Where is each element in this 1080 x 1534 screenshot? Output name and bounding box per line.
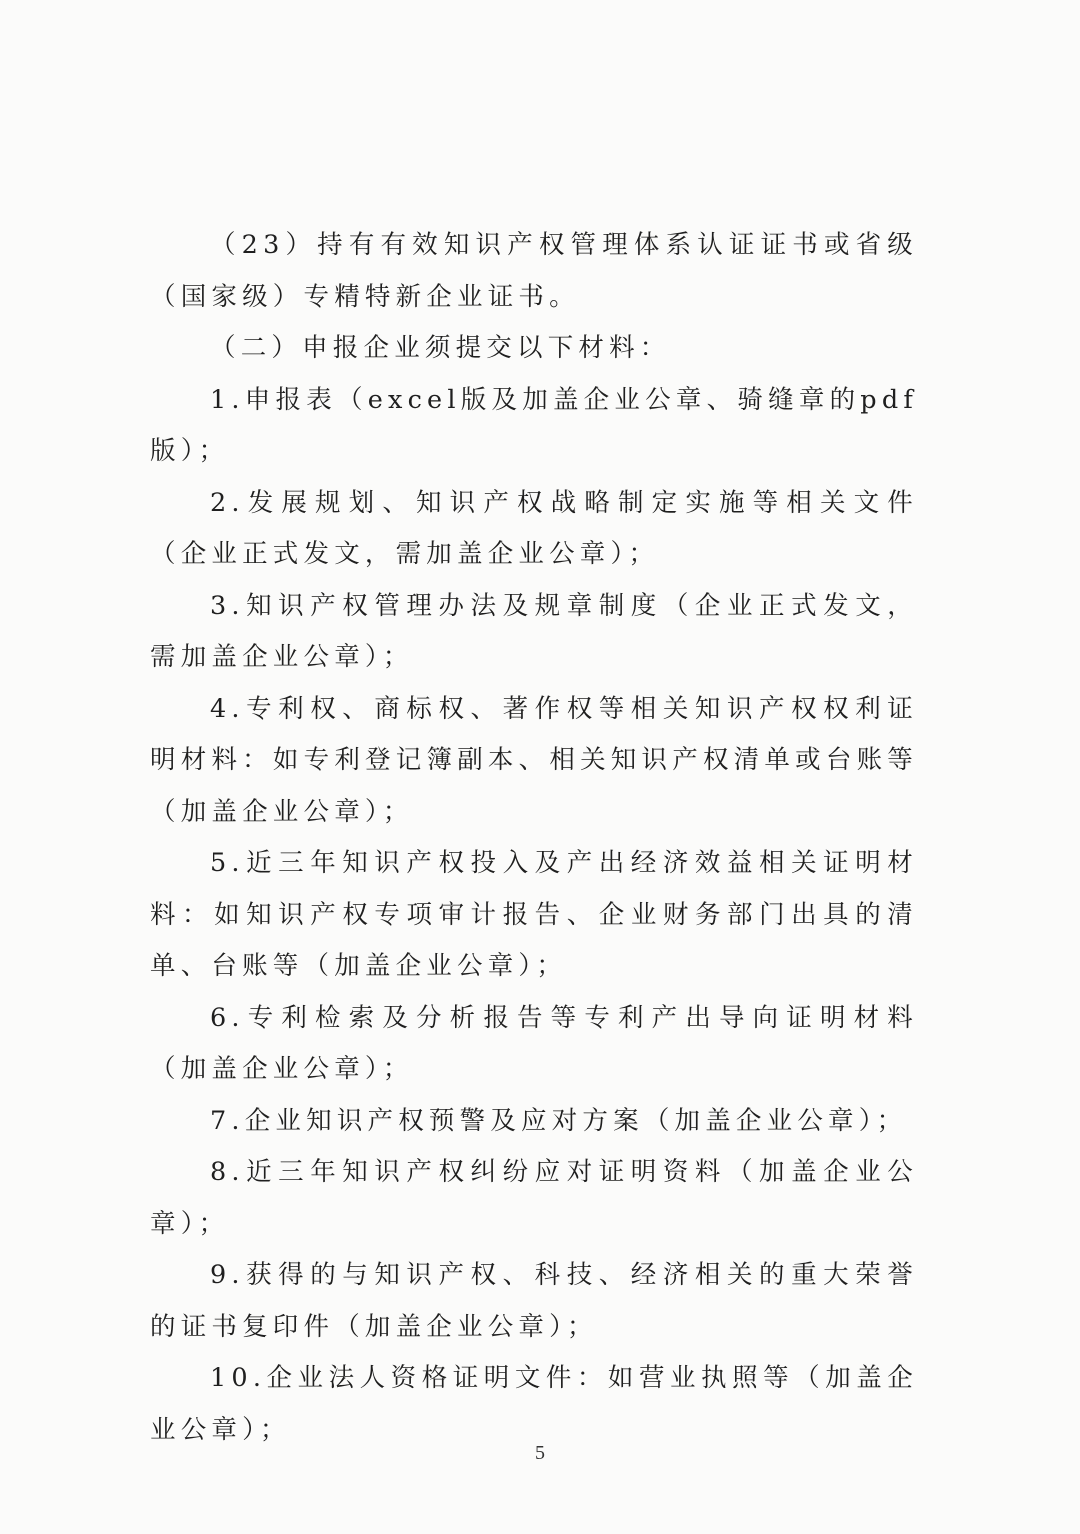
list-item-1: 1.申报表（excel版及加盖企业公章、骑缝章的pdf版）； [150,384,918,466]
list-item-6: 6.专利检索及分析报告等专利产出导向证明材料（加盖企业公章）； [150,1002,918,1084]
list-item-5: 5.近三年知识产权投入及产出经济效益相关证明材料：如知识产权专项审计报告、企业财务部门出具的清单、台账等（加盖企业公章）； [150,848,918,981]
list-item-10: 10.企业法人资格证明文件：如营业执照等（加盖企业公章）； [150,1363,918,1445]
list-item-3: 3.知识产权管理办法及规章制度（企业正式发文，需加盖企业公章）； [150,590,918,672]
list-item-8: 8.近三年知识产权纠纷应对证明资料（加盖企业公章）； [150,1157,918,1239]
paragraph-item-23: （23）持有有效知识产权管理体系认证证书或省级（国家级）专精特新企业证书。 [150,230,918,312]
list-item-2: 2.发展规划、知识产权战略制定实施等相关文件（企业正式发文，需加盖企业公章）； [150,487,918,569]
section-heading-materials: （二）申报企业须提交以下材料： [210,333,671,363]
list-item-9: 9.获得的与知识产权、科技、经济相关的重大荣誉的证书复印件（加盖企业公章）； [150,1260,918,1342]
document-body [150,220,918,1456]
list-item-7: 7.企业知识产权预警及应对方案（加盖企业公章）； [210,1105,908,1136]
page-number: 5 [535,1442,545,1464]
list-item-4: 4.专利权、商标权、著作权等相关知识产权权利证明材料：如专利登记簿副本、相关知识产权清单或台账等（加盖企业公章）； [150,693,918,827]
